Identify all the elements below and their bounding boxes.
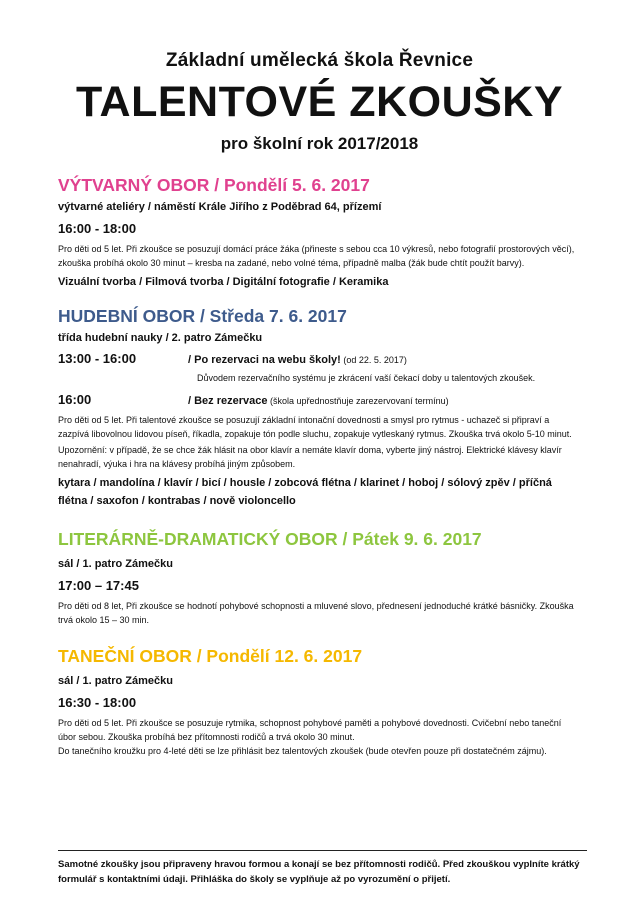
section-title	[58, 645, 581, 667]
section-place: třída hudební nauky / 2. patro Zámečku	[58, 332, 263, 344]
section-name: VÝTVARNÝ OBOR	[58, 175, 210, 195]
main-title: TALENTOVÉ ZKOUŠKY	[75, 78, 564, 126]
section-tanecni	[58, 645, 581, 758]
school-year: pro školní rok 2017/2018	[220, 134, 419, 153]
no-reservation-note-detail: (škola upřednostňuje zarezervovaní termínu)	[267, 396, 449, 406]
reservation-note-bold: / Po rezervaci na webu školy!	[188, 354, 341, 366]
footer-note: Samotné zkoušky jsou připraveny hravou formou a konají se bez přítomnosti rodičů. Před zkouškou vyplníte krátký formulář s kontaktními údaji. Přihláška do školy se vyplňuje až po vyrozumění o přijetí.	[58, 850, 587, 887]
section-subjects: kytara / mandolína / klavír / bicí / housle / zobcová flétna / klarinet / hoboj / sólový zpěv / příčná flétna / saxofon / kontrabas / nově violoncello	[58, 477, 552, 507]
section-hudebni	[58, 305, 581, 510]
section-title	[58, 528, 581, 550]
section-name: TANEČNÍ OBOR	[58, 646, 192, 666]
section-description: Pro děti od 8 let, Při zkoušce se hodnotí pohybové schopnosti a mluvené slovo, přednesení jednoduché krátké básničky. Zkouška trvá okolo 15 – 30 min.	[58, 601, 574, 625]
no-reservation-note	[188, 393, 449, 410]
section-description: Pro děti od 5 let. Při zkoušce se posuzuje rytmika, schopnost pohybové paměti a pohybové dovednosti. Cvičební nebo taneční úbor sebou. Zkouška probíhá bez přítomnosti rodičů a trvá okolo 30 minut.	[58, 718, 562, 742]
section-time: 17:00 – 17:45	[58, 578, 139, 593]
section-date: / Středa 7. 6. 2017	[195, 306, 347, 326]
section-warning: Upozornění: v případě, že se chce žák hlásit na obor klavír a nemáte klavír doma, vyberte jiný nástroj. Elektrické klávesy klavír nenahradí, výuka i hra na klávesy probíhá jiným způsobem.	[58, 445, 562, 469]
time-row-no-reservation	[58, 391, 581, 410]
school-name: Základní umělecká škola Řevnice	[165, 50, 474, 71]
section-date: / Pondělí 5. 6. 2017	[209, 175, 370, 195]
section-note: Do tanečního kroužku pro 4-leté děti se lze přihlásit bez talentových zkoušek (bude otevřen pouze při dostatečném zájmu).	[58, 746, 547, 756]
section-time: 16:00	[58, 392, 92, 407]
section-place: sál / 1. patro Zámečku	[58, 675, 173, 687]
section-place: sál / 1. patro Zámečku	[58, 558, 173, 570]
section-time: 16:30 - 18:00	[58, 695, 137, 710]
section-literarni	[58, 528, 581, 627]
section-subjects: Vizuální tvorba / Filmová tvorba / Digitální fotografie / Keramika	[58, 276, 389, 288]
section-description: Pro děti od 5 let. Při talentové zkoušce se posuzují základní intonační dovednosti a smysl pro rytmus - uchazeč si připraví a zazpívá libovolnou lidovou píseň, říkadla, zopakuje tón podle sluchu, zopakuje vytleskaný rytmus. Zkouška trvá okolo 5-10 minut.	[58, 415, 572, 439]
section-description: Pro děti od 5 let. Při zkoušce se posuzují domácí práce žáka (přineste s sebou cca 10 výkresů, nebo fotografií prostorových věcí), zkouška probíhá okolo 30 minut – kresba na zadané, nebo volné téma, případně malba (žák bude chtít použít barvy).	[58, 244, 575, 268]
section-title	[58, 305, 581, 327]
reservation-note	[188, 352, 407, 369]
section-place: výtvarné ateliéry / náměstí Krále Jiřího z Poděbrad 64, přízemí	[58, 201, 382, 213]
section-time: 13:00 - 16:00	[58, 351, 137, 366]
no-reservation-note-bold: / Bez rezervace	[188, 395, 268, 407]
section-name: LITERÁRNĚ-DRAMATICKÝ OBOR	[58, 529, 338, 549]
reservation-note-date: (od 22. 5. 2017)	[340, 355, 407, 365]
section-vytvarny	[58, 174, 581, 291]
section-title	[58, 174, 581, 196]
section-date: / Pondělí 12. 6. 2017	[191, 646, 363, 666]
section-date: / Pátek 9. 6. 2017	[337, 529, 482, 549]
section-time: 16:00 - 18:00	[58, 221, 137, 236]
time-row-reservation	[58, 350, 581, 369]
reservation-reason: Důvodem rezervačního systému je zkrácení vaší čekací doby u talentových zkoušek.	[197, 373, 536, 383]
section-name: HUDEBNÍ OBOR	[58, 306, 196, 326]
